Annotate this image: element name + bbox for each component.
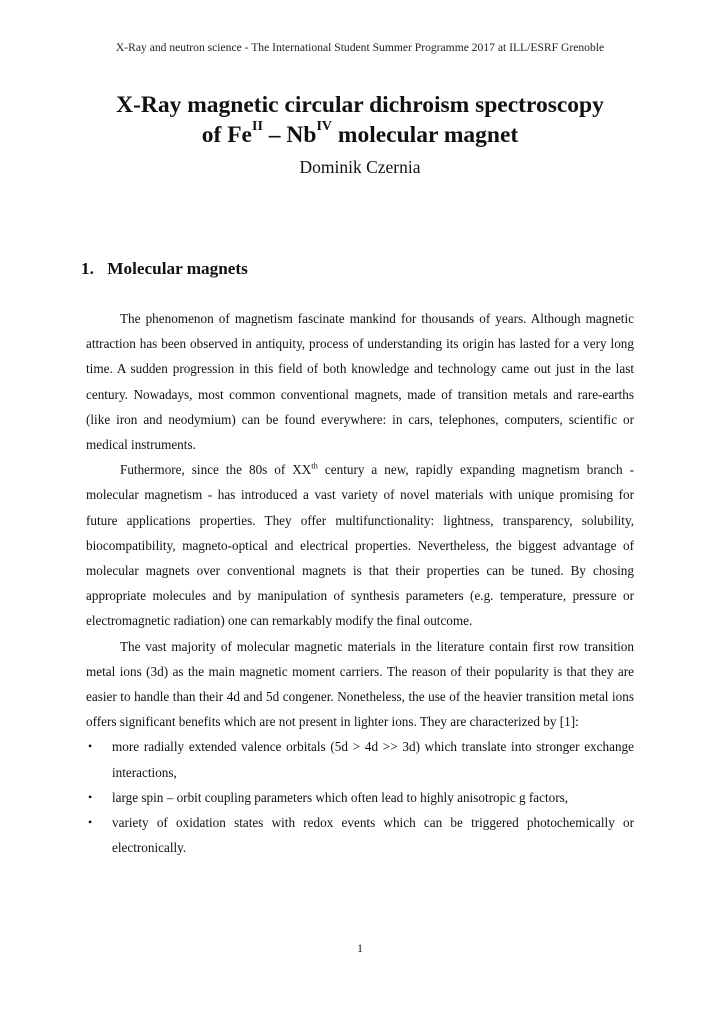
paragraph-2-rest: century a new, rapidly expanding magnetism branch - molecular magnetism - has introduced a vast variety of novel materials with unique promising for future applications properties. They offer multifunctionality: lightness, transparency, solubility, biocompatibility, magneto-optical and electrical properties. Nevertheless, the biggest advantage of molecular magnets over conventional magnets is that their properties can be tuned. By chosing appropriate molecules and by manipulation of synthesis parameters (e.g. temperature, pressure or electromagnetic radiation) one can remarkably modify the final outcome. (86, 462, 635, 629)
title-line-1: X-Ray magnetic circular dichroism spectroscopy (116, 92, 604, 118)
title-fe-text: of Fe (201, 122, 252, 148)
bullet-icon: • (88, 739, 93, 754)
section-heading (81, 259, 248, 279)
paragraph-3: The vast majority of molecular magnetic materials in the literature contain first row transition metal ions (3d) as the main magnetic moment carriers. The reason of their popularity is that they are easier to handle than their 4d and 5d congener. Nonetheless, the use of the heavier transition metal ions offers significant benefits which are not present in lighter ions. They are characterized by [1]: (86, 638, 634, 730)
list-item-text: large spin – orbit coupling parameters which often lead to highly anisotropic g factors, (112, 789, 569, 805)
bullet-list (86, 734, 634, 860)
superscript-th: th (311, 460, 318, 471)
fe-oxidation-state: II (252, 119, 263, 135)
title-line-2 (0, 120, 720, 150)
title-nb-text: – Nb (262, 122, 317, 148)
running-header: X-Ray and neutron science - The International Student Summer Programme 2017 at ILL/ESRF Grenoble (115, 41, 605, 54)
section-title: Molecular magnets (107, 259, 248, 278)
list-item (86, 785, 634, 810)
paragraph-2 (86, 457, 634, 633)
list-item-text: more radially extended valence orbitals (5d > 4d >> 3d) which translate into stronger exchange interactions, (112, 739, 634, 780)
paragraph-1: The phenomenon of magnetism fascinate mankind for thousands of years. Although magnetic attraction has been observed in antiquity, process of understanding its origin has lasted for a very long time. A sudden progression in this field of both knowledge and technology came out just in the last century. Nowadays, most common conventional magnets, made of transition metals and rare-earths (like iron and neodymium) can be found everywhere: in cars, telephones, computers, scientific or medical instruments. (86, 311, 634, 453)
section-body (86, 306, 634, 860)
bullet-icon: • (88, 789, 93, 804)
nb-oxidation-state: IV (316, 119, 333, 135)
section-number: 1. (81, 259, 94, 278)
paper-title (0, 90, 720, 150)
list-item (86, 734, 634, 784)
bullet-icon: • (88, 815, 93, 830)
list-item (86, 810, 634, 860)
author-name: Dominik Czernia (299, 157, 421, 177)
title-suffix: molecular magnet (332, 122, 519, 148)
paragraph-2-start: Futhermore, since the 80s of XX (120, 462, 312, 478)
page-number: 1 (357, 943, 363, 955)
list-item-text: variety of oxidation states with redox events which can be triggered photochemically or electronically. (112, 815, 634, 856)
